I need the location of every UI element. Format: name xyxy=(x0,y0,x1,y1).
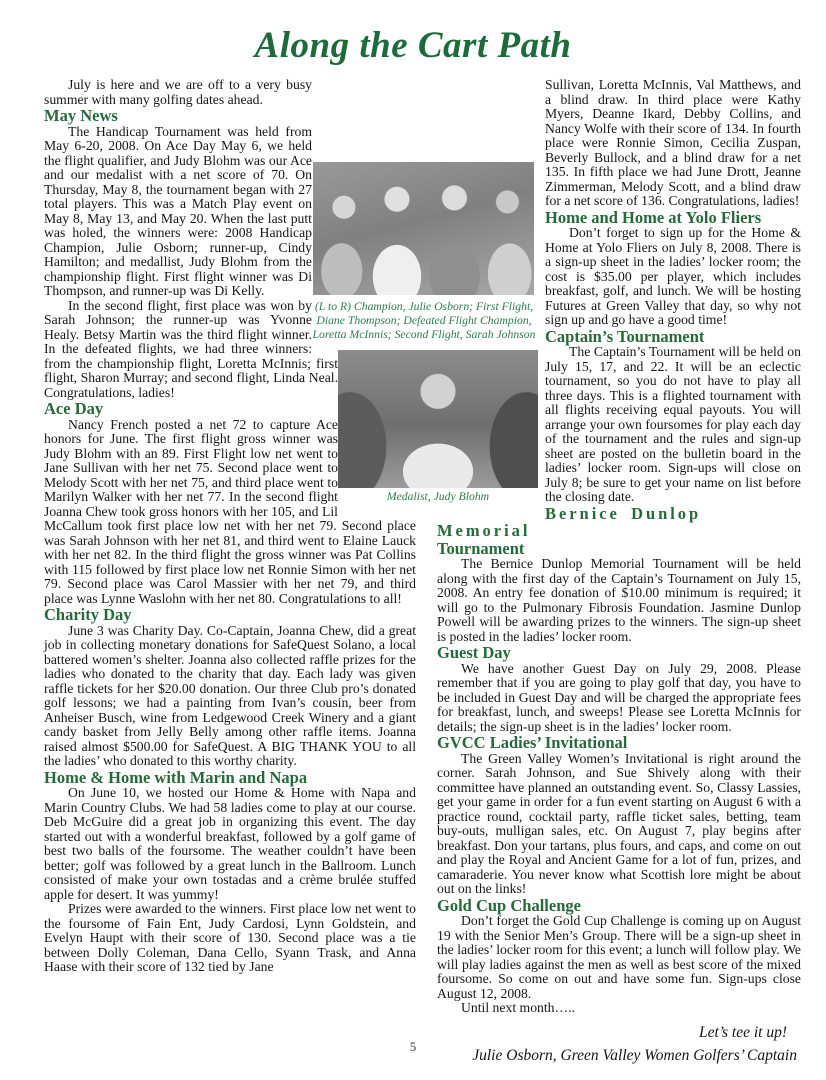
signoff-tagline: Let’s tee it up! xyxy=(699,1023,787,1041)
body-paragraph: We have another Guest Day on July 29, 2008. Please remember that if you are going to play golf that day, you have to be included in Guest Day and will be charged the appropriate fees for breakfast, lunch, and sweeps! Please see Loretta McInnis for details; the sign-up sheet is in the ladies’ locker room. xyxy=(437,660,801,734)
section-heading-gvcc-invitational: GVCC Ladies’ Invitational xyxy=(437,733,628,752)
body-paragraph: The Captain’s Tournament will be held on July 15, 17, and 22. It will be an eclectic tournament, so you do not have to play all three days. This is a flighted tournament with all flights receiving equal payouts. You will arrange your own foursomes for play each day of the tournament and the rules and sign-up sheet are posted on the bulletin board in the ladies’ locker room. Sign-ups will close on July 8; be sure to get your name on list before the closing date. xyxy=(545,344,801,504)
flight-winners-group-photo xyxy=(313,162,534,295)
section-heading-gold-cup-challenge: Gold Cup Challenge xyxy=(437,895,581,915)
page-number: 5 xyxy=(409,1039,417,1054)
body-paragraph: June 3 was Charity Day. Co-Captain, Joanna Chew, did a great job in collecting monetary donations for SafeQuest Solano, a local battered women’s shelter. Joanna also collected raffle prizes for the ladies who donated to the charity that day. Each lady was given raffle tickets for her $20.00 donation. Our three Club pro’s donated golf lessons; we had a painting from Ivan’s cousin, beer from Anheiser Busch, wine from Ledgewood Creek Winery and a giant candy basket from Jelly Belly among other raffle items. Joanna raised almost $500.00 for SafeQuest. A BIG THANK YOU to all the ladies’ who donated to this worthy charity. xyxy=(44,622,416,768)
intro-paragraph: July is here and we are off to a very busy summer with many golfing dates ahead. xyxy=(44,77,312,107)
section-heading-captains-tournament: Captain’s Tournament xyxy=(545,326,705,346)
body-paragraph: Nancy French posted a net 72 to capture Ace honors for June. The first flight gross winner was Judy Blohm with an 89. First Flight low net went to Jane Sullivan with her net 75. Second place went to Melody Scott with her net 75, and third place went to Marilyn Walker with her net 77. In the second flight Joanna Chew took gross honors with her 105, and Lil McCallum took first place low net with her net 79. Second place was Sarah Johnson with her net 81, and third went to Elaine Lauck with her net 82. In the third flight the gross winner was Pat Collins with 115 followed by first place low net Ronnie Simon with her net 79. Second place was Carol Massier with her net 79, and third place was Lynne Waslohn with her net 80. Congratulations to all! xyxy=(44,416,416,606)
page-title: Along the Cart Path xyxy=(254,25,572,66)
medalist-photo xyxy=(338,350,538,488)
body-paragraph: Until next month….. xyxy=(461,1000,576,1015)
section-heading-home-home-marin-napa: Home & Home with Marin and Napa xyxy=(44,767,308,787)
heading-line-spread: Bernice Dunlop Memorial xyxy=(437,503,702,540)
section-heading-yolo-fliers: Home and Home at Yolo Fliers xyxy=(545,207,762,227)
heading-line-2: Tournament xyxy=(437,538,525,558)
body-paragraph: Don’t forget to sign up for the Home & Home at Yolo Fliers on July 8, 2008. There is a sign-up sheet in the ladies’ locker room; the cost is $35.00 per player, which includes breakfast, golf, and lunch. We will be hosting Futures at Green Valley that day, so why not sign up and go have a good time! xyxy=(545,225,801,327)
body-paragraph: Prizes were awarded to the winners. First place low net went to the foursome of Fain Ent, Judy Cardosi, Lynn Goldstein, and Evelyn Haupt with their score of 130. Second place was a tie between Dolly Coleman, Dana Cello, Syann Trask, and Anna Haase with their score of 132 tied by Jane xyxy=(44,901,416,974)
section-heading-charity-day: Charity Day xyxy=(44,605,132,624)
signoff-author: Julie Osborn, Green Valley Women Golfers’ Captain xyxy=(472,1047,797,1064)
section-heading-ace-day: Ace Day xyxy=(44,399,104,418)
body-paragraph: In the second flight, first place was won by Sarah Johnson; the runner-up was Yvonne Healy. Betsy Martin was the third flight winner. In the defeated flights, we had three winners: from the championship flight, Loretta McInnis; first flight, Sharon Murray; and second flight, Linda Neal. Congratulations, ladies! xyxy=(44,297,338,400)
body-paragraph: The Green Valley Women’s Invitational is right around the corner. Sarah Johnson, and Sue Shively along with their committee have planned an outstanding event. So, Classy Lassies, get your game in order for a fun event starting on August 6 with a practice round, cocktail party, raffle ticket sales, betting, team buy-outs, mulligan sales, etc. On August 7, play begins after breakfast. Don your tartans, plus fours, and caps, and come on out and play the Royal and Ancient Game for a lot of fun, prizes, and camaraderie. You never know what Scottish lore might be about out on the links! xyxy=(437,750,801,896)
body-paragraph: The Handicap Tournament was held from May 6-20, 2008. On Ace Day May 6, we held the flight qualifier, and Judy Blohm was our Ace and our medalist with a net score of 70. On Thursday, May 8, the tournament began with 27 total players. This was a Match Play event on May 8, May 13, and May 20. When the last putt was holed, the winners were: 2008 Handicap Champion, Julie Osborn; runner-up, Cindy Hamilton; and medallist, Judy Blohm from the championship flight. First flight winner was Di Thompson, and runner-up was Di Kelly. xyxy=(44,123,312,298)
photo-caption: Medalist, Judy Blohm xyxy=(386,490,490,503)
section-heading-guest-day: Guest Day xyxy=(437,643,511,662)
body-paragraph: The Bernice Dunlop Memorial Tournament will be held along with the first day of the Captain’s Tournament on July 15, 2008. An entry fee donation of $10.00 minimum is required; it will go to the Pulmonary Fibrosis Foundation. Jasmine Dunlop Powell will be awarding prizes to the winners. The sign-up sheet is posted in the ladies’ locker room. xyxy=(437,556,801,644)
section-heading-may-news: May News xyxy=(44,106,118,125)
body-paragraph: On June 10, we hosted our Home & Home with Napa and Marin Country Clubs. We had 58 ladies come to play at our course. Deb McGuire did a great job in organizing this event. The day started out with a wonderful breakfast, followed by a golf game of best two balls of the foursome. The weather couldn’t have been better; golf was followed by a great lunch in the Ballroom. Lunch consisted of make your own tostadas and a crème brulée stuffed apple for desert. It was yummy! xyxy=(44,785,416,902)
body-paragraph: Don’t forget the Gold Cup Challenge is coming up on August 19 with the Senior Men’s Group. There will be a sign-up sheet in the ladies’ locker room for this event; a lunch will follow play. We will play ladies against the men as well as best score of the mixed foursome. So come on out and have some fun. Sign-ups close August 12, 2008. xyxy=(437,913,801,1001)
photo-caption: (L to R) Champion, Julie Osborn; First Flight, Diane Thompson; Defeated Flight Champion, Loretta McInnis; Second Flight, Sarah Johnson xyxy=(312,300,536,341)
continuation-paragraph: Sullivan, Loretta McInnis, Val Matthews, and a blind draw. In third place were Kathy Myers, Deanne Ikard, Debby Collins, and Nancy Wolfe with their score of 134. In fourth place were Ronnie Simon, Cecilia Zuspan, Beverly Bullock, and a blind draw for a net 135. In fifth place we had June Drott, Jeanne Zimmerman, Melody Scott, and a blind draw for a net score of 136. Congratulations, ladies! xyxy=(545,77,801,208)
